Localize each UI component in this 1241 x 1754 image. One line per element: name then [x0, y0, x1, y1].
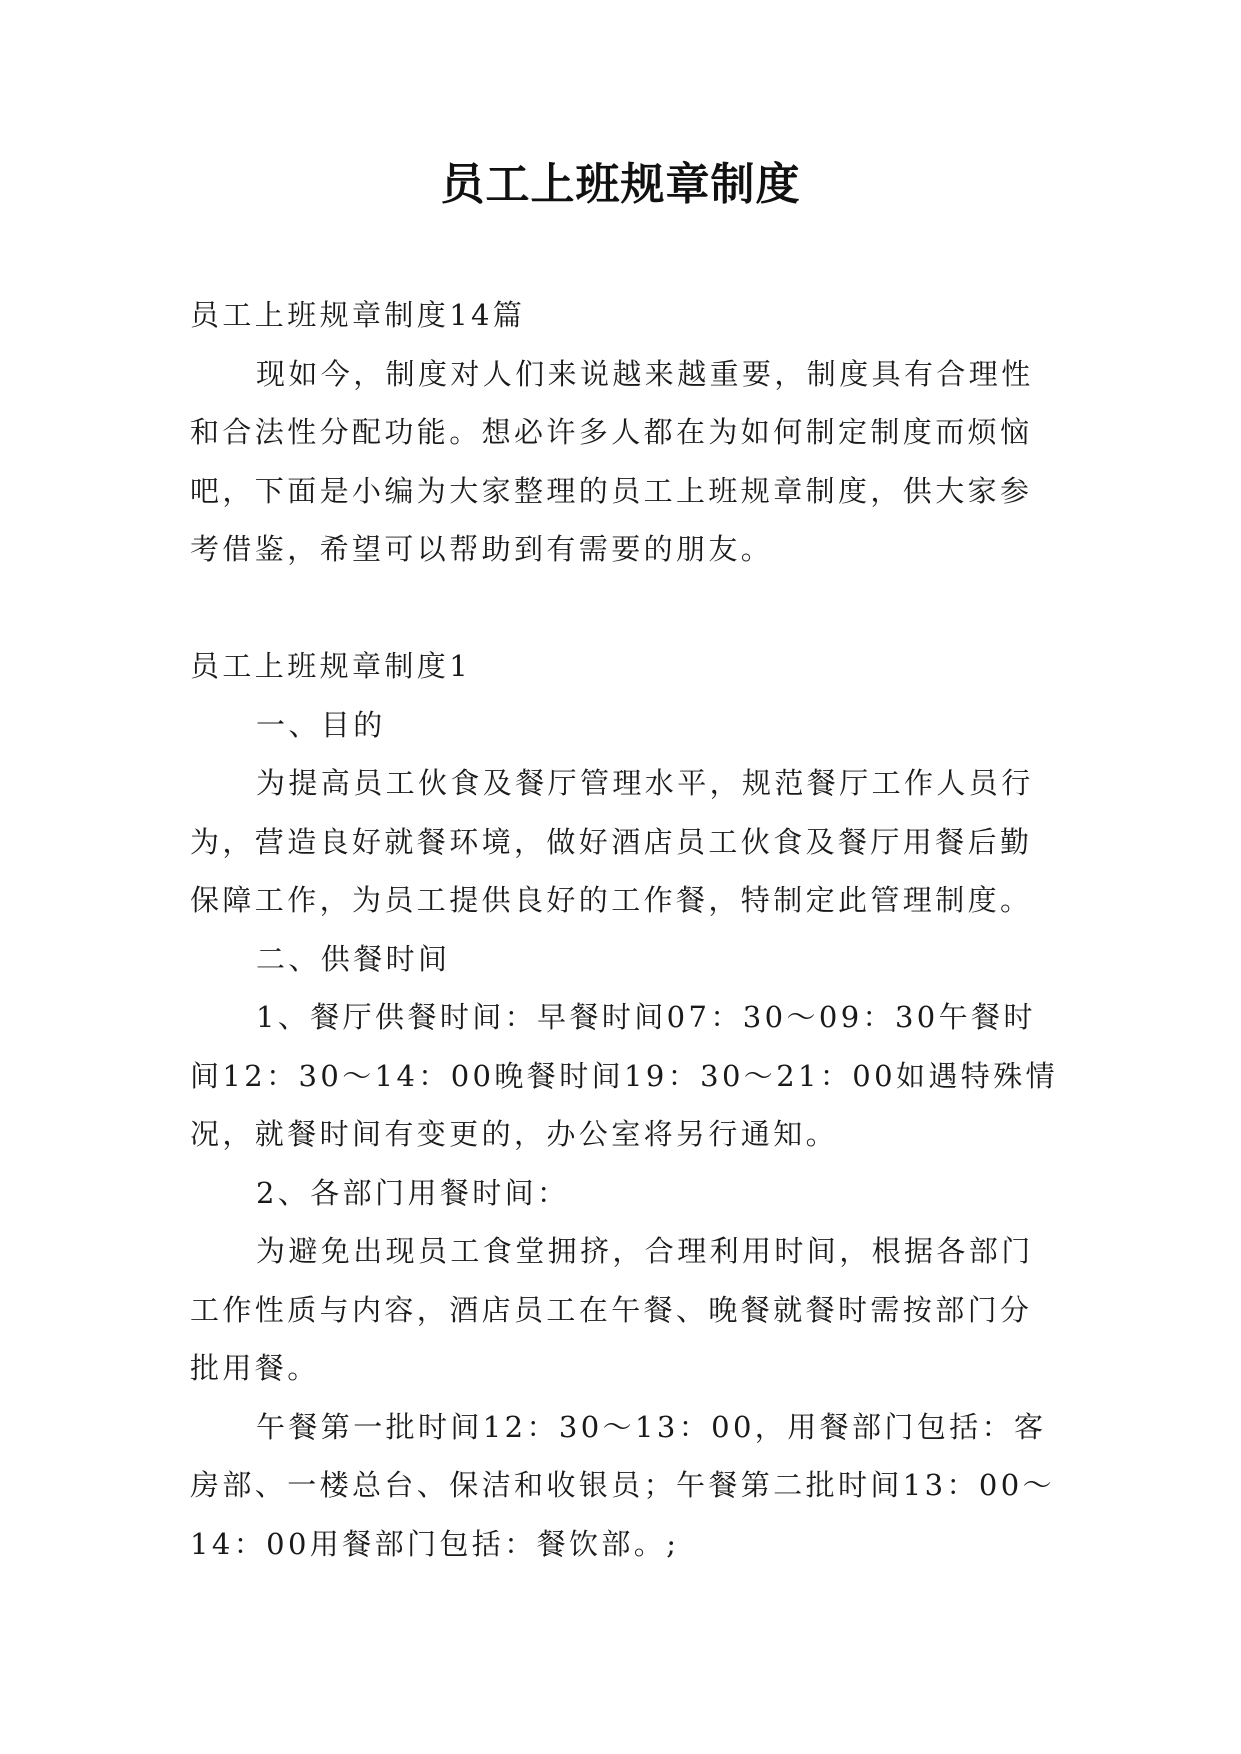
document-body — [190, 286, 1058, 1573]
paragraph-gap — [190, 579, 1058, 638]
meal-time-item-2: 2、各部门用餐时间： — [256, 1175, 570, 1210]
document-title: 员工上班规章制度 — [440, 159, 801, 210]
subtitle: 员工上班规章制度14篇 — [190, 298, 526, 332]
meal-time-item-1: 1、餐厅供餐时间：早餐时间07：30～09：30午餐时间12：30～14：00晚餐时间19：30～21：00如遇特殊情况，就餐时间有变更的，办公室将另行通知。 — [190, 1000, 1059, 1151]
section-heading: 员工上班规章制度1 — [190, 649, 472, 683]
meal-time-item-2-paragraph: 为避免出现员工食堂拥挤，合理利用时间，根据各部门工作性质与内容，酒店员工在午餐、晚餐就餐时需按部门分批用餐。 — [190, 1234, 1034, 1385]
purpose-heading: 一、目的 — [256, 707, 386, 742]
lunch-batches-paragraph: 午餐第一批时间12：30～13：00，用餐部门包括：客房部、一楼总台、保洁和收银员；午餐第二批时间13：00～14：00用餐部门包括：餐饮部。; — [190, 1409, 1056, 1561]
intro-paragraph: 现如今，制度对人们来说越来越重要，制度具有合理性和合法性分配功能。想必许多人都在为如何制定制度而烦恼吧，下面是小编为大家整理的员工上班规章制度，供大家参考借鉴，希望可以帮助到有需要的朋友。 — [190, 356, 1034, 566]
purpose-paragraph: 为提高员工伙食及餐厅管理水平，规范餐厅工作人员行为，营造良好就餐环境，做好酒店员工伙食及餐厅用餐后勤保障工作，为员工提供良好的工作餐，特制定此管理制度。 — [190, 766, 1034, 917]
meal-time-heading: 二、供餐时间 — [256, 941, 451, 976]
